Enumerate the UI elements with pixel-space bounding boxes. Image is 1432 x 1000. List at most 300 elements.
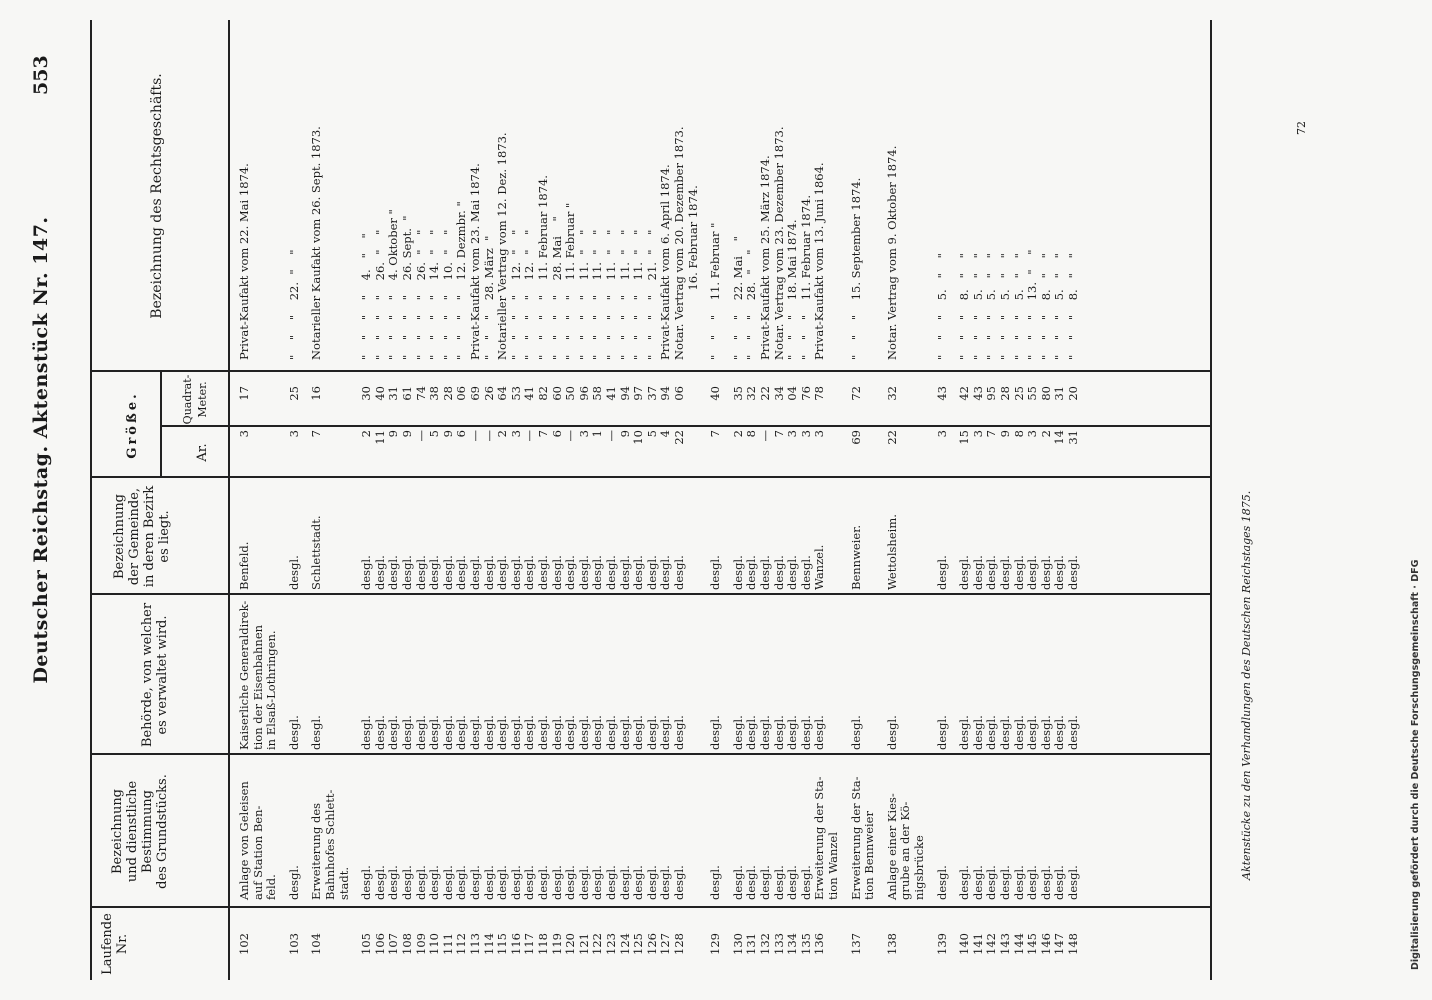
col-divider-1 xyxy=(90,907,1210,909)
cell-gem: desgl. xyxy=(454,555,469,590)
cell-rg: " " " 28. " " xyxy=(744,249,759,360)
cell-bez: Erweiterung der Sta- tion Wanzel xyxy=(812,776,840,900)
cell-ar: 8 xyxy=(744,430,759,438)
cell-nr: 137 xyxy=(848,933,863,955)
cell-nr: 135 xyxy=(798,933,813,955)
cell-gem: desgl. xyxy=(984,555,999,590)
cell-rg: " " " " 12. Dezmbr. " xyxy=(454,201,469,360)
cell-nr: 148 xyxy=(1066,933,1080,955)
cell-qm: 28 xyxy=(998,386,1012,401)
cell-ar: 2 xyxy=(1038,430,1053,438)
cell-nr: 115 xyxy=(495,933,510,955)
cell-ar: 2 xyxy=(495,430,510,438)
dfg-credit: Digitalisierung gefördert durch die Deutsche Forschungsgemeinschaft · DFG xyxy=(1410,559,1421,970)
cell-qm: 76 xyxy=(798,386,813,401)
cell-rg: " " " 8. " " xyxy=(957,253,972,360)
cell-rg: Notar. Vertrag vom 9. Oktober 1874. xyxy=(884,145,899,360)
cell-bez: desgl. xyxy=(536,865,550,900)
cell-nr: 140 xyxy=(957,933,972,955)
cell-gem: desgl. xyxy=(400,555,414,590)
cell-nr: 117 xyxy=(522,933,537,955)
cell-beh: desgl. xyxy=(848,715,863,750)
cell-qm: 78 xyxy=(812,386,827,401)
cell-ar: 22 xyxy=(672,430,686,445)
cell-gem: desgl. xyxy=(617,555,632,590)
cell-bez: desgl. xyxy=(468,865,482,900)
cell-beh: desgl. xyxy=(413,715,428,750)
cell-ar: — xyxy=(468,430,482,442)
cell-rg: " " " 8. " " xyxy=(1038,253,1053,360)
cell-ar: 3 xyxy=(508,430,523,438)
cell-nr: 110 xyxy=(427,933,442,955)
cell-gem: desgl. xyxy=(286,555,301,590)
col-header-gemeinde: Bezeichnung der Gemeinde, in deren Bezirk es liegt. xyxy=(112,485,172,588)
cell-bez: desgl. xyxy=(672,865,686,900)
cell-bez: desgl. xyxy=(1066,865,1080,900)
cell-rg: " " " 22. " " xyxy=(286,249,301,360)
cell-qm: 82 xyxy=(536,386,550,401)
cell-rg: " " " " 4. " " xyxy=(359,233,374,360)
cell-qm: 35 xyxy=(730,386,745,401)
cell-beh: desgl. xyxy=(522,715,537,750)
cell-ar: 7 xyxy=(984,430,999,438)
cell-bez: desgl. xyxy=(758,865,772,900)
cell-ar: 3 xyxy=(1025,430,1040,438)
cell-gem: desgl. xyxy=(708,555,723,590)
cell-gem: desgl. xyxy=(590,555,605,590)
cell-ar: 7 xyxy=(771,430,786,438)
cell-beh: desgl. xyxy=(359,715,374,750)
cell-rg: " " " 11. Februar " xyxy=(708,222,723,360)
cell-gem: desgl. xyxy=(644,555,659,590)
cell-bez: desgl. xyxy=(400,865,414,900)
cell-rg: " " " " 11. " " xyxy=(576,229,591,360)
cell-beh: desgl. xyxy=(309,715,324,750)
cell-qm: 60 xyxy=(549,386,564,401)
cell-rg: Privat-Kaufakt vom 23. Mai 1874. xyxy=(468,163,482,360)
cell-beh: desgl. xyxy=(495,715,510,750)
cell-rg: " " " " 12. " " xyxy=(522,229,537,360)
cell-nr: 139 xyxy=(934,933,949,955)
cell-bez: desgl. xyxy=(1011,865,1026,900)
cell-gem: desgl. xyxy=(563,555,578,590)
cell-beh: desgl. xyxy=(481,715,496,750)
cell-ar: 14 xyxy=(1052,430,1067,445)
cell-nr: 109 xyxy=(413,933,428,955)
cell-rg: " " " 5. " " xyxy=(998,253,1012,360)
cell-rg: Notar. Vertrag vom 23. Dezember 1873. xyxy=(771,126,786,360)
cell-bez: desgl. xyxy=(372,865,387,900)
cell-nr: 118 xyxy=(536,933,550,955)
cell-nr: 108 xyxy=(400,933,414,955)
cell-gem: desgl. xyxy=(372,555,387,590)
cell-rg: " " " 5. " " xyxy=(1052,253,1067,360)
cell-ar: 2 xyxy=(359,430,374,438)
cell-qm: 80 xyxy=(1038,386,1053,401)
cell-bez: desgl. xyxy=(440,865,455,900)
cell-nr: 124 xyxy=(617,933,632,955)
cell-ar: — xyxy=(758,430,772,442)
cell-ar: 9 xyxy=(440,430,455,438)
col-header-bezeichnung: Bezeichnung und dienstliche Bestimmung des Grundstücks. xyxy=(110,774,170,889)
cell-bez: desgl. xyxy=(644,865,659,900)
cell-gem: desgl. xyxy=(508,555,523,590)
cell-beh: Kaiserliche Generaldirek- tion der Eisenbahnen in Elsaß-Lothringen. xyxy=(237,600,279,750)
cell-rg: " " " " 11. " " xyxy=(617,229,632,360)
cell-qm: 41 xyxy=(522,386,537,401)
cell-bez: Erweiterung des Bahnhofes Schlett- stadt. xyxy=(309,789,351,900)
cell-ar: 9 xyxy=(617,430,632,438)
cell-qm: 04 xyxy=(785,386,800,401)
cell-qm: 26 xyxy=(481,386,496,401)
cell-rg: " " " 5. " " xyxy=(1011,253,1026,360)
cell-nr: 136 xyxy=(812,933,827,955)
cell-qm: 42 xyxy=(957,386,972,401)
cell-ar: — xyxy=(604,430,618,442)
cell-gem: desgl. xyxy=(1011,555,1026,590)
col-header-ar: Ar. xyxy=(195,443,210,462)
cell-ar: 31 xyxy=(1066,430,1080,445)
cell-ar: 3 xyxy=(237,430,251,438)
table-header-rule xyxy=(228,20,230,980)
cell-rg: " " " " 28. Mai " xyxy=(549,216,564,360)
footer-source: Aktenstücke zu den Verhandlungen des Deutschen Reichstages 1875. xyxy=(1240,490,1253,880)
cell-nr: 114 xyxy=(481,933,496,955)
cell-bez: desgl. xyxy=(1038,865,1053,900)
cell-rg: Privat-Kaufakt vom 25. März 1874. xyxy=(758,155,772,360)
cell-bez: Anlage einer Kies- grube an der Kö- nigsbrücke xyxy=(884,793,926,900)
cell-bez: desgl. xyxy=(413,865,428,900)
cell-beh: desgl. xyxy=(536,715,550,750)
cell-beh: desgl. xyxy=(1025,715,1040,750)
cell-beh: desgl. xyxy=(658,715,673,750)
cell-gem: desgl. xyxy=(744,555,759,590)
cell-qm: 43 xyxy=(970,386,985,401)
cell-gem: desgl. xyxy=(785,555,800,590)
cell-nr: 131 xyxy=(744,933,759,955)
cell-beh: desgl. xyxy=(468,715,482,750)
cell-qm: 94 xyxy=(617,386,632,401)
cell-rg: " " " " 26. " " xyxy=(372,229,387,360)
cell-bez: desgl. xyxy=(957,865,972,900)
cell-rg: Notarieller Vertrag vom 12. Dez. 1873. xyxy=(495,132,510,360)
cell-beh: desgl. xyxy=(672,715,686,750)
cell-rg: " " " " 11. " " xyxy=(631,229,646,360)
cell-bez: desgl. xyxy=(563,865,578,900)
cell-rg: Notar. Vertrag vom 20. Dezember 1873. 16. Februar 1874. xyxy=(672,126,700,360)
cell-beh: desgl. xyxy=(427,715,442,750)
cell-ar: 69 xyxy=(848,430,863,445)
cell-bez: desgl. xyxy=(998,865,1012,900)
cell-gem: desgl. xyxy=(771,555,786,590)
cell-rg: " " " 11. Februar 1874. xyxy=(798,194,813,360)
cell-ar: — xyxy=(413,430,428,442)
cell-gem: desgl. xyxy=(998,555,1012,590)
cell-beh: desgl. xyxy=(785,715,800,750)
col-header-nr: Laufende Nr. xyxy=(100,913,130,975)
cell-bez: Erweiterung der Sta- tion Bennweier xyxy=(848,776,877,900)
cell-gem: desgl. xyxy=(957,555,972,590)
cell-beh: desgl. xyxy=(563,715,578,750)
cell-bez: desgl. xyxy=(730,865,745,900)
cell-ar: 5 xyxy=(427,430,442,438)
cell-rg: " " " 22. Mai " xyxy=(730,236,745,360)
cell-beh: desgl. xyxy=(758,715,772,750)
cell-nr: 129 xyxy=(708,933,723,955)
cell-qm: 72 xyxy=(848,386,863,401)
cell-beh: desgl. xyxy=(286,715,301,750)
cell-bez: desgl. xyxy=(984,865,999,900)
cell-beh: desgl. xyxy=(1038,715,1053,750)
cell-ar: 5 xyxy=(644,430,659,438)
cell-nr: 126 xyxy=(644,933,659,955)
cell-nr: 142 xyxy=(984,933,999,955)
cell-ar: 15 xyxy=(957,430,972,445)
cell-gem: desgl. xyxy=(970,555,985,590)
cell-gem: Wanzel. xyxy=(812,544,827,590)
cell-ar: 4 xyxy=(658,430,673,438)
cell-nr: 107 xyxy=(386,933,401,955)
cell-rg: " " " 18. Mai 1874. xyxy=(785,219,800,360)
cell-qm: 53 xyxy=(508,386,523,401)
cell-qm: 28 xyxy=(440,386,455,401)
cell-nr: 116 xyxy=(508,933,523,955)
cell-beh: desgl. xyxy=(1011,715,1026,750)
cell-rg: Privat-Kaufakt vom 22. Mai 1874. xyxy=(237,163,251,360)
cell-nr: 105 xyxy=(359,933,374,955)
cell-rg: " " " " 11. Februar 1874. xyxy=(536,175,550,360)
cell-bez: desgl. xyxy=(1052,865,1067,900)
cell-qm: 34 xyxy=(771,386,786,401)
cell-beh: desgl. xyxy=(998,715,1012,750)
cell-bez: desgl. xyxy=(576,865,591,900)
cell-qm: 94 xyxy=(658,386,673,401)
cell-qm: 50 xyxy=(563,386,578,401)
cell-nr: 143 xyxy=(998,933,1012,955)
cell-bez: desgl. xyxy=(481,865,496,900)
cell-nr: 133 xyxy=(771,933,786,955)
cell-bez: desgl. xyxy=(658,865,673,900)
cell-qm: 25 xyxy=(286,386,301,401)
cell-qm: 32 xyxy=(884,386,899,401)
cell-nr: 125 xyxy=(631,933,646,955)
cell-qm: 31 xyxy=(1052,386,1067,401)
cell-gem: desgl. xyxy=(934,555,949,590)
cell-gem: desgl. xyxy=(413,555,428,590)
cell-ar: 3 xyxy=(812,430,827,438)
cell-beh: desgl. xyxy=(934,715,949,750)
cell-rg: " " " 15. September 1874. xyxy=(848,177,863,360)
cell-qm: 64 xyxy=(495,386,510,401)
cell-beh: desgl. xyxy=(1052,715,1067,750)
cell-gem: desgl. xyxy=(549,555,564,590)
cell-qm: 06 xyxy=(672,386,686,401)
cell-ar: 11 xyxy=(372,430,387,445)
cell-beh: desgl. xyxy=(771,715,786,750)
cell-bez: desgl. xyxy=(771,865,786,900)
cell-qm: 38 xyxy=(427,386,442,401)
table-top-rule xyxy=(90,20,92,980)
cell-nr: 102 xyxy=(237,933,251,955)
cell-beh: desgl. xyxy=(400,715,414,750)
cell-nr: 132 xyxy=(758,933,772,955)
cell-nr: 120 xyxy=(563,933,578,955)
cell-gem: desgl. xyxy=(536,555,550,590)
cell-beh: desgl. xyxy=(604,715,618,750)
cell-rg: " " " " 10. " " xyxy=(440,229,455,360)
col-divider-5 xyxy=(160,426,1210,428)
col-divider-4 xyxy=(90,477,1210,479)
cell-gem: desgl. xyxy=(1066,555,1080,590)
cell-ar: — xyxy=(481,430,496,442)
col-header-qm: Quadrat- Meter. xyxy=(181,374,209,425)
cell-nr: 134 xyxy=(785,933,800,955)
cell-qm: 74 xyxy=(413,386,428,401)
cell-gem: desgl. xyxy=(427,555,442,590)
cell-qm: 16 xyxy=(309,386,324,401)
cell-gem: desgl. xyxy=(440,555,455,590)
cell-rg: " " " " 11. " " xyxy=(604,229,618,360)
cell-rg: " " " 5. " " xyxy=(970,253,985,360)
cell-beh: desgl. xyxy=(798,715,813,750)
cell-beh: desgl. xyxy=(957,715,972,750)
cell-gem: desgl. xyxy=(1038,555,1053,590)
cell-bez: desgl. xyxy=(508,865,523,900)
page-number: 553 xyxy=(30,55,52,95)
cell-nr: 122 xyxy=(590,933,605,955)
cell-qm: 17 xyxy=(237,386,251,401)
cell-beh: desgl. xyxy=(644,715,659,750)
cell-gem: desgl. xyxy=(481,555,496,590)
cell-bez: desgl. xyxy=(549,865,564,900)
cell-ar: 6 xyxy=(454,430,469,438)
cell-bez: desgl. xyxy=(359,865,374,900)
cell-qm: 25 xyxy=(1011,386,1026,401)
cell-rg: " " " 8. " " xyxy=(1066,253,1080,360)
cell-ar: 7 xyxy=(708,430,723,438)
cell-bez: desgl. xyxy=(495,865,510,900)
cell-beh: desgl. xyxy=(617,715,632,750)
cell-rg: " " " 13. " " xyxy=(1025,249,1040,360)
cell-ar: 3 xyxy=(934,430,949,438)
col-header-groesse: Größe. xyxy=(125,391,140,459)
cell-bez: desgl. xyxy=(708,865,723,900)
cell-bez: desgl. xyxy=(1025,865,1040,900)
cell-rg: " " " 28. März " xyxy=(481,235,496,360)
cell-nr: 113 xyxy=(468,933,482,955)
cell-qm: 30 xyxy=(359,386,374,401)
col-header-behoerde: Behörde, von welcher es verwaltet wird. xyxy=(140,602,170,748)
cell-gem: desgl. xyxy=(495,555,510,590)
cell-nr: 106 xyxy=(372,933,387,955)
cell-gem: desgl. xyxy=(386,555,401,590)
cell-ar: 8 xyxy=(1011,430,1026,438)
cell-beh: desgl. xyxy=(812,715,827,750)
cell-nr: 145 xyxy=(1025,933,1040,955)
cell-rg: " " " " 14. " " xyxy=(427,229,442,360)
cell-nr: 119 xyxy=(549,933,564,955)
cell-bez: desgl. xyxy=(604,865,618,900)
cell-qm: 69 xyxy=(468,386,482,401)
cell-nr: 123 xyxy=(604,933,618,955)
cell-gem: desgl. xyxy=(576,555,591,590)
groesse-subrule xyxy=(160,372,162,478)
cell-gem: Schlettstadt. xyxy=(309,515,324,590)
cell-beh: desgl. xyxy=(386,715,401,750)
cell-qm: 40 xyxy=(708,386,723,401)
cell-bez: desgl. xyxy=(798,865,813,900)
cell-qm: 95 xyxy=(984,386,999,401)
cell-beh: desgl. xyxy=(590,715,605,750)
cell-ar: — xyxy=(522,430,537,442)
cell-nr: 146 xyxy=(1038,933,1053,955)
cell-qm: 06 xyxy=(454,386,469,401)
cell-ar: 3 xyxy=(576,430,591,438)
cell-ar: 3 xyxy=(798,430,813,438)
cell-nr: 147 xyxy=(1052,933,1067,955)
col-divider-2 xyxy=(90,754,1210,756)
cell-nr: 127 xyxy=(658,933,673,955)
cell-nr: 138 xyxy=(884,933,899,955)
cell-gem: Wettolsheim. xyxy=(884,514,899,590)
cell-beh: desgl. xyxy=(884,715,899,750)
col-header-rechtsgeschaeft: Bezeichnung des Rechtsgeschäfts. xyxy=(149,73,165,319)
cell-bez: desgl. xyxy=(785,865,800,900)
cell-gem: desgl. xyxy=(359,555,374,590)
cell-rg: Notarieller Kaufakt vom 26. Sept. 1873. xyxy=(309,126,324,360)
cell-qm: 58 xyxy=(590,386,605,401)
cell-rg: " " " " 12. " " xyxy=(508,229,523,360)
cell-qm: 55 xyxy=(1025,386,1040,401)
cell-gem: desgl. xyxy=(522,555,537,590)
cell-ar: 22 xyxy=(884,430,899,445)
footer-sheet-number: 72 xyxy=(1295,121,1308,135)
cell-qm: 20 xyxy=(1066,386,1080,401)
cell-rg: " " " " 11. " " xyxy=(590,229,605,360)
cell-ar: 9 xyxy=(386,430,401,438)
cell-beh: desgl. xyxy=(970,715,985,750)
cell-rg: " " " 5. " " xyxy=(984,253,999,360)
cell-qm: 61 xyxy=(400,386,414,401)
cell-beh: desgl. xyxy=(708,715,723,750)
cell-ar: 7 xyxy=(309,430,324,438)
cell-beh: desgl. xyxy=(1066,715,1080,750)
cell-rg: " " " 5. " " xyxy=(934,253,949,360)
cell-bez: desgl. xyxy=(631,865,646,900)
cell-ar: 2 xyxy=(730,430,745,438)
cell-ar: 3 xyxy=(286,430,301,438)
cell-beh: desgl. xyxy=(454,715,469,750)
cell-gem: Benfeld. xyxy=(237,541,251,590)
cell-gem: desgl. xyxy=(468,555,482,590)
cell-bez: desgl. xyxy=(454,865,469,900)
cell-bez: Anlage von Geleisen auf Station Ben- feld. xyxy=(237,781,279,900)
cell-ar: 3 xyxy=(785,430,800,438)
cell-nr: 121 xyxy=(576,933,591,955)
cell-bez: desgl. xyxy=(590,865,605,900)
cell-bez: desgl. xyxy=(386,865,401,900)
cell-nr: 111 xyxy=(440,933,455,955)
cell-rg: " " " " 21. " " xyxy=(644,229,659,360)
cell-rg: " " " " 4. Oktober " xyxy=(386,209,401,360)
cell-gem: desgl. xyxy=(604,555,618,590)
cell-nr: 103 xyxy=(286,933,301,955)
cell-ar: 10 xyxy=(631,430,646,445)
cell-beh: desgl. xyxy=(508,715,523,750)
cell-beh: desgl. xyxy=(440,715,455,750)
cell-qm: 43 xyxy=(934,386,949,401)
page-header-title: Deutscher Reichstag. Aktenstück Nr. 147. xyxy=(30,216,52,684)
